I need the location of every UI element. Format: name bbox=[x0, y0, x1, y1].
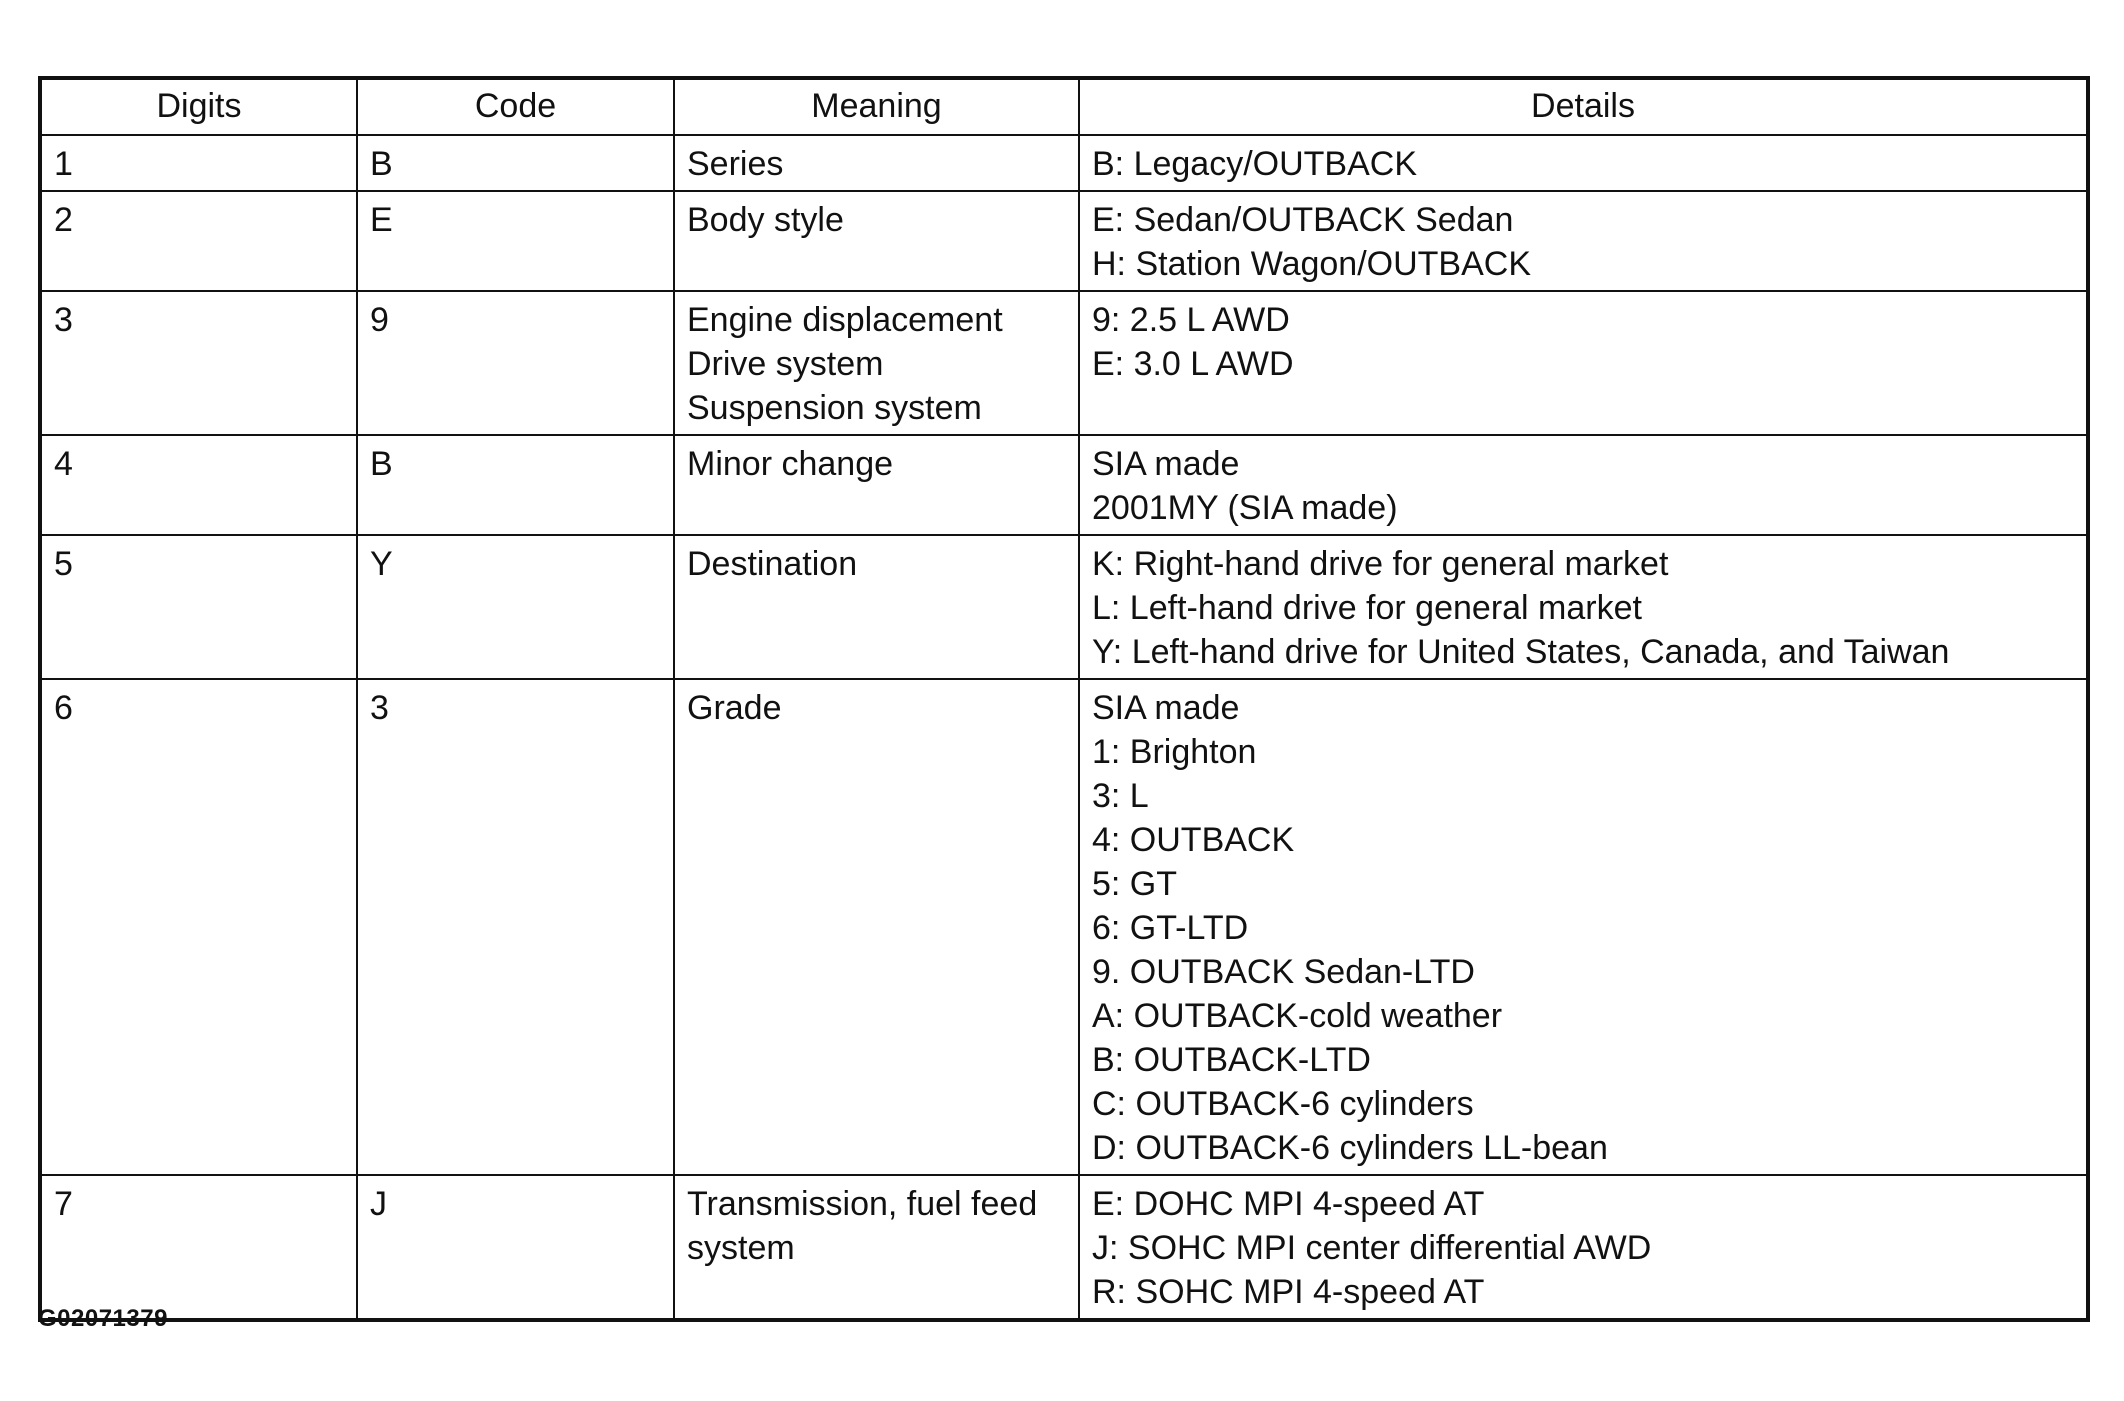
detail-line: 5: GT bbox=[1092, 865, 1178, 903]
detail-line: A: OUTBACK-cold weather bbox=[1092, 997, 1503, 1035]
meaning-line: Grade bbox=[687, 689, 782, 727]
table-row bbox=[40, 435, 2088, 535]
cell-code: 3 bbox=[357, 679, 674, 1175]
cell-code: E bbox=[357, 191, 674, 291]
meaning-line: Body style bbox=[687, 201, 844, 239]
header-row bbox=[40, 78, 2088, 135]
cell-details bbox=[1079, 291, 2088, 435]
cell-digits: 5 bbox=[40, 535, 357, 679]
detail-line: D: OUTBACK-6 cylinders LL-bean bbox=[1092, 1129, 1608, 1167]
detail-line: 4: OUTBACK bbox=[1092, 821, 1295, 859]
cell-meaning bbox=[674, 535, 1079, 679]
detail-line: L: Left-hand drive for general market bbox=[1092, 589, 1642, 627]
detail-line: 9: 2.5 L AWD bbox=[1092, 301, 1290, 339]
detail-line: C: OUTBACK-6 cylinders bbox=[1092, 1085, 1474, 1123]
detail-line: R: SOHC MPI 4-speed AT bbox=[1092, 1273, 1485, 1311]
cell-code: 9 bbox=[357, 291, 674, 435]
cell-meaning bbox=[674, 191, 1079, 291]
meaning-line: Series bbox=[687, 145, 784, 183]
figure-id: G02071379 bbox=[38, 1305, 168, 1332]
table-row bbox=[40, 535, 2088, 679]
cell-digits: 4 bbox=[40, 435, 357, 535]
table-header bbox=[40, 78, 2088, 135]
header-code: Code bbox=[357, 78, 674, 135]
cell-details bbox=[1079, 1175, 2088, 1320]
detail-line: E: Sedan/OUTBACK Sedan bbox=[1092, 201, 1514, 239]
detail-line: 9. OUTBACK Sedan-LTD bbox=[1092, 953, 1475, 991]
table-row bbox=[40, 135, 2088, 191]
meaning-line: Engine displacement bbox=[687, 301, 1003, 339]
cell-meaning bbox=[674, 435, 1079, 535]
table-row bbox=[40, 679, 2088, 1175]
cell-details bbox=[1079, 435, 2088, 535]
detail-line: B: OUTBACK-LTD bbox=[1092, 1041, 1371, 1079]
cell-digits: 1 bbox=[40, 135, 357, 191]
detail-line: H: Station Wagon/OUTBACK bbox=[1092, 245, 1532, 283]
cell-meaning bbox=[674, 135, 1079, 191]
header-digits: Digits bbox=[40, 78, 357, 135]
table-row bbox=[40, 291, 2088, 435]
cell-code: Y bbox=[357, 535, 674, 679]
cell-digits: 6 bbox=[40, 679, 357, 1175]
cell-code: B bbox=[357, 135, 674, 191]
table-row bbox=[40, 1175, 2088, 1320]
detail-line: K: Right-hand drive for general market bbox=[1092, 545, 1669, 583]
meaning-line: Drive system bbox=[687, 345, 884, 383]
detail-line: E: DOHC MPI 4-speed AT bbox=[1092, 1185, 1485, 1223]
vin-code-table bbox=[38, 76, 2090, 1322]
cell-meaning bbox=[674, 679, 1079, 1175]
detail-line: SIA made bbox=[1092, 689, 1240, 727]
detail-line: SIA made bbox=[1092, 445, 1240, 483]
table-body bbox=[40, 135, 2088, 1320]
detail-line: B: Legacy/OUTBACK bbox=[1092, 145, 1418, 183]
cell-digits: 3 bbox=[40, 291, 357, 435]
cell-code: J bbox=[357, 1175, 674, 1320]
detail-line: E: 3.0 L AWD bbox=[1092, 345, 1294, 383]
meaning-line: Destination bbox=[687, 545, 858, 583]
detail-line: J: SOHC MPI center differential AWD bbox=[1092, 1229, 1652, 1267]
detail-line: 1: Brighton bbox=[1092, 733, 1257, 771]
detail-line: 3: L bbox=[1092, 777, 1149, 815]
cell-meaning bbox=[674, 1175, 1079, 1320]
meaning-line: Minor change bbox=[687, 445, 894, 483]
cell-code: B bbox=[357, 435, 674, 535]
detail-line: 2001MY (SIA made) bbox=[1092, 489, 1398, 527]
cell-digits: 7 bbox=[40, 1175, 357, 1320]
meaning-line: Transmission, fuel feed system bbox=[687, 1185, 1038, 1267]
detail-line: 6: GT-LTD bbox=[1092, 909, 1249, 947]
table-row bbox=[40, 191, 2088, 291]
meaning-line: Suspension system bbox=[687, 389, 982, 427]
cell-digits: 2 bbox=[40, 191, 357, 291]
cell-details bbox=[1079, 535, 2088, 679]
header-details: Details bbox=[1079, 78, 2088, 135]
cell-details bbox=[1079, 679, 2088, 1175]
cell-details bbox=[1079, 191, 2088, 291]
detail-line: Y: Left-hand drive for United States, Canada, and Taiwan bbox=[1092, 633, 1950, 671]
cell-meaning bbox=[674, 291, 1079, 435]
cell-details bbox=[1079, 135, 2088, 191]
header-meaning: Meaning bbox=[674, 78, 1079, 135]
